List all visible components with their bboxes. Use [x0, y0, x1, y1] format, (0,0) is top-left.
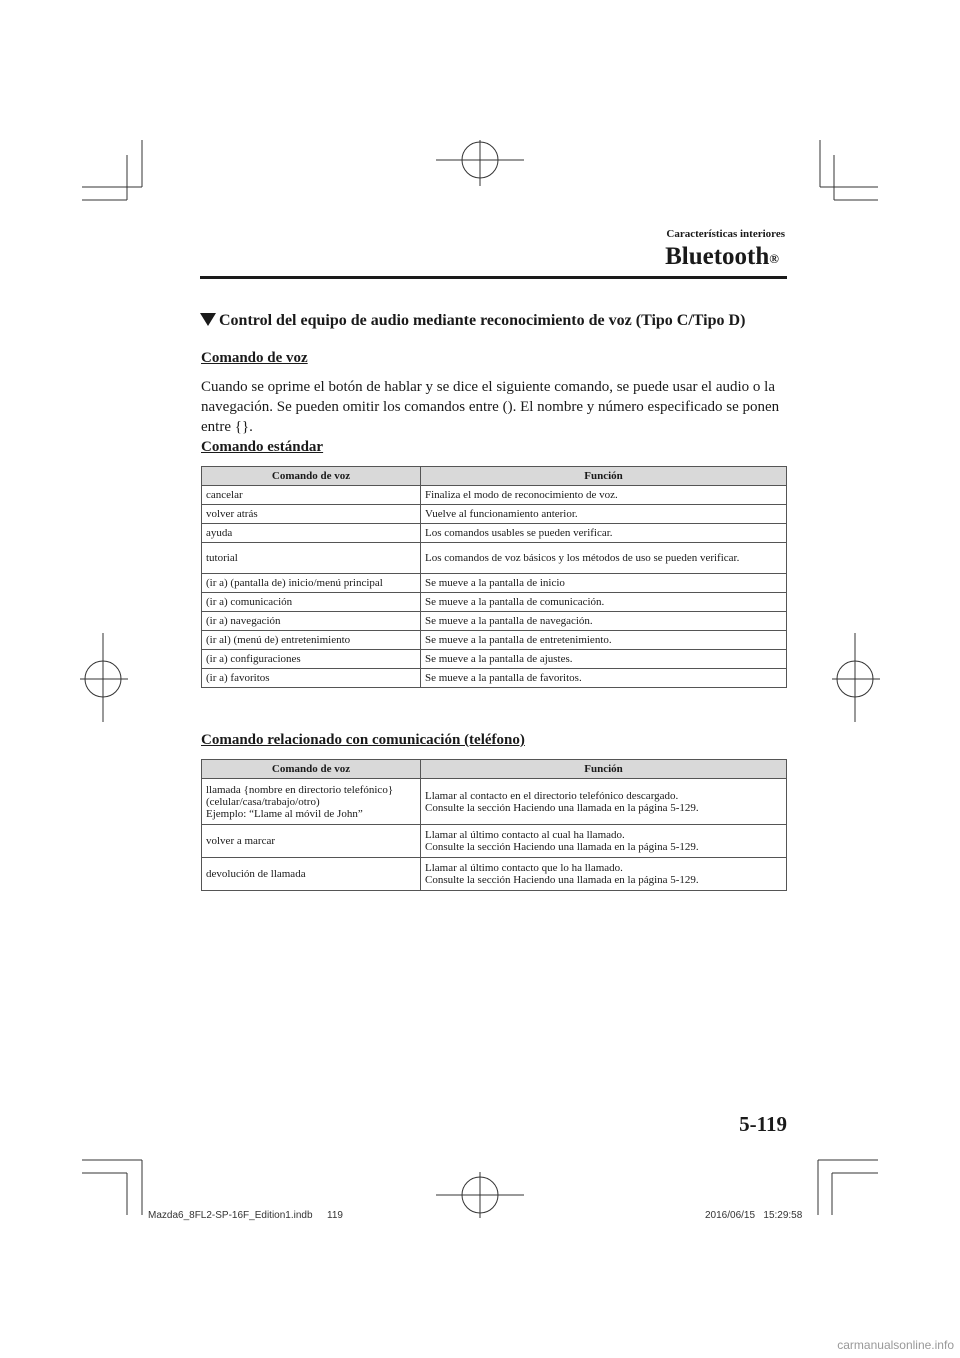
table-row	[202, 505, 787, 524]
command-cell: devolución de llamada	[202, 858, 421, 891]
command-cell: volver atrás	[202, 505, 421, 524]
table-row	[202, 486, 787, 505]
command-cell: (ir a) favoritos	[202, 669, 421, 688]
section-title	[200, 312, 745, 330]
table-row	[202, 631, 787, 650]
table-row	[202, 669, 787, 688]
command-cell: volver a marcar	[202, 825, 421, 858]
column-header: Comando de voz	[202, 467, 421, 486]
command-cell: llamada {nombre en directorio telefónico} (celular/casa/trabajo/otro) Ejemplo: “Llame al móvil de John”	[202, 779, 421, 825]
phone-command-table	[201, 759, 787, 891]
function-cell: Los comandos de voz básicos y los métodos de uso se pueden verificar.	[421, 543, 787, 574]
chapter-title-text: Bluetooth	[665, 243, 770, 270]
header-rule	[200, 276, 787, 279]
command-cell: (ir a) configuraciones	[202, 650, 421, 669]
footer-timestamp: 2016/06/15 15:29:58	[705, 1210, 803, 1221]
footer-file-page: 119	[327, 1210, 343, 1221]
intro-paragraph: Cuando se oprime el botón de hablar y se dice el siguiente comando, se puede usar el audio o la navegación. Se pueden omitir los comandos entre (). El nombre y número especificado se ponen entre {}.	[201, 379, 780, 435]
command-cell: ayuda	[202, 524, 421, 543]
command-cell: (ir a) (pantalla de) inicio/menú principal	[202, 574, 421, 593]
table-row	[202, 825, 787, 858]
function-cell: Se mueve a la pantalla de entretenimiento.	[421, 631, 787, 650]
command-cell: tutorial	[202, 543, 421, 574]
table-row	[202, 524, 787, 543]
column-header: Comando de voz	[202, 760, 421, 779]
section-label: Características interiores	[666, 228, 785, 240]
function-cell: Los comandos usables se pueden verificar.	[421, 524, 787, 543]
standard-table-heading: Comando estándar	[201, 439, 324, 455]
section-title-text: Control del equipo de audio mediante reconocimiento de voz (Tipo C/Tipo D)	[219, 312, 746, 329]
function-cell: Finaliza el modo de reconocimiento de voz.	[421, 486, 787, 505]
table-row	[202, 650, 787, 669]
table-row	[202, 612, 787, 631]
function-cell: Vuelve al funcionamiento anterior.	[421, 505, 787, 524]
command-cell: (ir a) comunicación	[202, 593, 421, 612]
column-header: Función	[421, 467, 787, 486]
command-cell: (ir al) (menú de) entretenimiento	[202, 631, 421, 650]
function-cell: Llamar al último contacto que lo ha llamado. Consulte la sección Haciendo una llamada en la página 5-129.	[421, 858, 787, 891]
voice-command-heading: Comando de voz	[201, 350, 308, 366]
column-header: Función	[421, 760, 787, 779]
footer-file-name: Mazda6_8FL2-SP-16F_Edition1.indb	[148, 1210, 313, 1221]
table-row	[202, 858, 787, 891]
table-row	[202, 779, 787, 825]
page-number: 5-119	[739, 1112, 787, 1136]
registered-mark: ®	[769, 251, 779, 266]
phone-table-heading: Comando relacionado con comunicación (teléfono)	[201, 732, 525, 748]
command-cell: cancelar	[202, 486, 421, 505]
function-cell: Llamar al contacto en el directorio telefónico descargado. Consulte la sección Haciendo una llamada en la página 5-129.	[421, 779, 787, 825]
command-cell: (ir a) navegación	[202, 612, 421, 631]
function-cell: Se mueve a la pantalla de inicio	[421, 574, 787, 593]
triangle-down-icon	[200, 313, 216, 326]
function-cell: Se mueve a la pantalla de comunicación.	[421, 593, 787, 612]
function-cell: Se mueve a la pantalla de favoritos.	[421, 669, 787, 688]
function-cell: Se mueve a la pantalla de navegación.	[421, 612, 787, 631]
chapter-title	[665, 242, 779, 272]
table-row	[202, 593, 787, 612]
table-row	[202, 574, 787, 593]
function-cell: Se mueve a la pantalla de ajustes.	[421, 650, 787, 669]
watermark: carmanualsonline.info	[837, 1338, 954, 1352]
standard-command-table	[201, 466, 787, 688]
function-cell: Llamar al último contacto al cual ha llamado. Consulte la sección Haciendo una llamada en la página 5-129.	[421, 825, 787, 858]
table-row	[202, 543, 787, 574]
